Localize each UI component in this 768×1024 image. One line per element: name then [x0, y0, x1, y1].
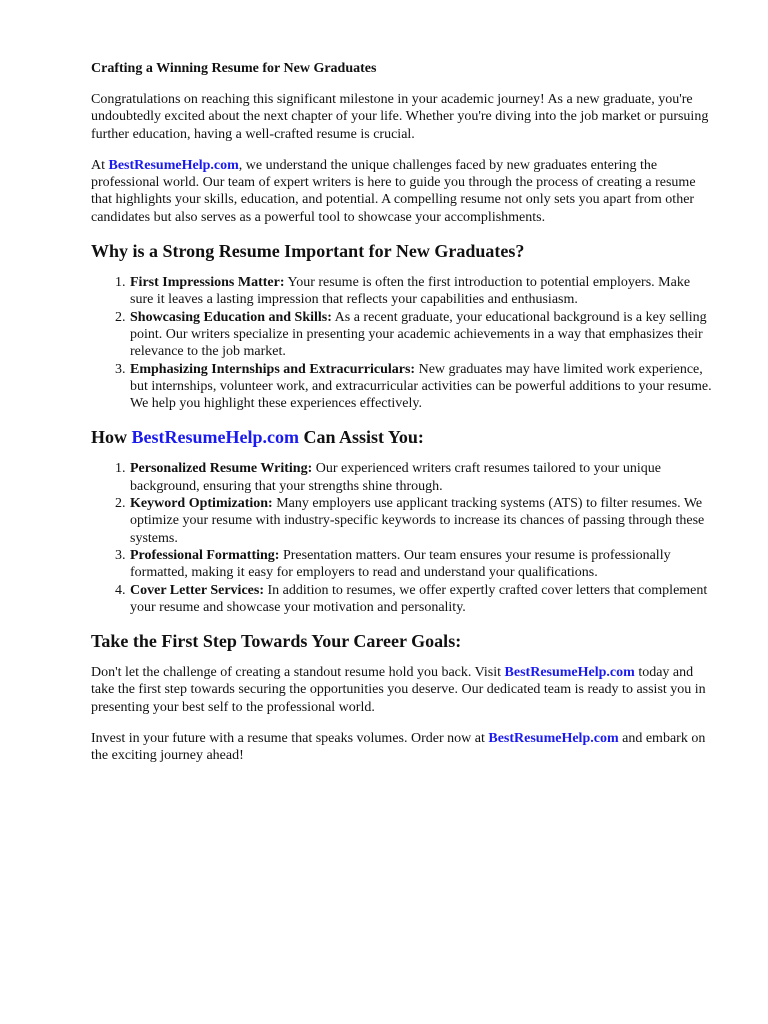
- item-text: New graduates may have limited work experience, but internships, volunteer work, and extracurricular activities can be powerful additions to your resume. We help you highlight these experiences effectively.: [130, 361, 712, 412]
- list-item: [129, 460, 716, 495]
- item-lead: First Impressions Matter:: [130, 275, 285, 291]
- item-lead: Cover Letter Services:: [130, 582, 264, 598]
- item-lead: Emphasizing Internships and Extracurriculars:: [130, 361, 416, 377]
- about-suffix: , we understand the unique challenges faced by new graduates entering the professional world. Our team of expert writers is here to guide you through the process of creating a resume that highlights your skills, education, and potential. A compelling resume not only sets you apart from other candidates but also serves as a powerful tool to showcase your accomplishments.: [91, 157, 696, 225]
- about-prefix: At: [91, 157, 109, 173]
- section-heading-first-step: Take the First Step Towards Your Career Goals:: [91, 631, 462, 652]
- list-item: [129, 495, 716, 547]
- site-link[interactable]: BestResumeHelp.com: [108, 157, 239, 173]
- item-lead: Personalized Resume Writing:: [130, 461, 313, 477]
- item-lead: Professional Formatting:: [130, 547, 280, 563]
- heading-prefix: How: [91, 427, 132, 448]
- item-text: Our experienced writers craft resumes tailored to your unique background, ensuring that your strengths shine through.: [130, 461, 661, 494]
- document-title: Crafting a Winning Resume for New Graduates: [91, 61, 377, 76]
- heading-suffix: Can Assist You:: [298, 427, 424, 448]
- item-text: Presentation matters. Our team ensures your resume is professionally formatted, making it easy for employers to read and understand your qualifications.: [130, 547, 671, 581]
- site-link[interactable]: BestResumeHelp.com: [488, 731, 619, 747]
- item-text: Many employers use applicant tracking systems (ATS) to filter resumes. We optimize your resume with industry-specific keywords to increase its chances of passing through these systems.: [130, 496, 705, 546]
- para2-prefix: Invest in your future with a resume that speaks volumes. Order now at: [91, 731, 489, 747]
- visit-paragraph: [91, 664, 716, 716]
- item-text: As a recent graduate, your educational background is a key selling point. Our writers specialize in presenting your academic achievements in a way that emphasizes their relevance to the job market.: [130, 309, 707, 360]
- how-list: [91, 460, 716, 616]
- item-lead: Showcasing Education and Skills:: [130, 309, 332, 325]
- para1-prefix: Don't let the challenge of creating a standout resume hold you back. Visit: [91, 665, 505, 681]
- section-heading-how: [91, 426, 716, 448]
- about-paragraph: [91, 157, 716, 226]
- item-text: In addition to resumes, we offer expertly crafted cover letters that complement your resume and showcase your motivation and personality.: [130, 582, 708, 615]
- list-item: [129, 309, 716, 361]
- site-link[interactable]: BestResumeHelp.com: [504, 665, 635, 681]
- list-item: [129, 274, 716, 309]
- section-heading-why: Why is a Strong Resume Important for New Graduates?: [91, 241, 525, 262]
- item-text: Your resume is often the first introduction to potential employers. Make sure it leaves a lasting impression that reflects your capabilities and enthusiasm.: [130, 275, 691, 308]
- intro-paragraph: Congratulations on reaching this significant milestone in your academic journey! As a new graduate, you're undoubtedly excited about the next chapter of your life. Whether you're diving into the job market or pursuing further education, having a well-crafted resume is crucial.: [91, 92, 709, 142]
- heading-site-link[interactable]: BestResumeHelp.com: [131, 427, 299, 448]
- why-list: [91, 274, 716, 412]
- para1-suffix: today and take the first step towards securing the opportunities you deserve. Our dedicated team is ready to assist you in presenting your best self to the professional world.: [91, 665, 706, 715]
- para2-suffix: and embark on the exciting journey ahead!: [91, 731, 706, 764]
- item-lead: Keyword Optimization:: [130, 496, 273, 512]
- list-item: [129, 547, 716, 582]
- list-item: [129, 582, 716, 617]
- order-paragraph: [91, 730, 716, 765]
- list-item: [129, 361, 716, 413]
